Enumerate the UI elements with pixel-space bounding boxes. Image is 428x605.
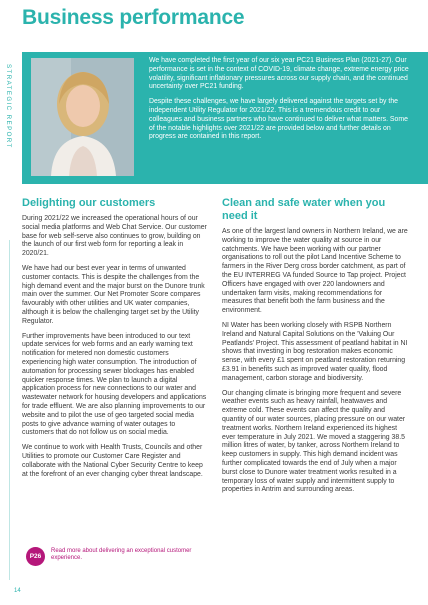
portrait-illustration bbox=[31, 58, 134, 176]
page-reference-badge[interactable]: P26 bbox=[26, 547, 45, 566]
customers-section bbox=[22, 197, 208, 485]
body-paragraph: We have had our best ever year in terms of unwanted customer contacts. This is despite the challenges from the high demand event and the major burst on the Dunore trunk main over the summer. Our Net Promoter Score compares favourably with other utilities and UK water companies, although it is below the challenging target set by the Utility Regulator. bbox=[22, 264, 205, 325]
read-more-callout[interactable] bbox=[22, 546, 208, 568]
side-divider-line bbox=[9, 240, 10, 580]
body-paragraph: Further improvements have been introduced to our text update services for web forms and an early warning text notification for metered non domestic customers experiencing high water consumption. The introduction of automation for processing sewer blockages has enabled quicker response times. We plan to launch a digital application process for new connections to our water and wastewater network for housing developers and applications for trade effluent. We are also planning improvements to our website and to pilot the use of geo targeted social media posts to give advance warning of water outages to customers that do not follow us on social media. bbox=[22, 332, 207, 437]
intro-banner-text bbox=[149, 57, 415, 148]
page-title: Business performance bbox=[22, 6, 245, 29]
page-number: 14 bbox=[14, 588, 21, 594]
clean-water-section bbox=[222, 197, 408, 501]
section-side-label: STRATEGIC REPORT bbox=[5, 64, 12, 149]
body-paragraph: We continue to work with Health Trusts, Councils and other Utilities to promote our Customer Care Register and collaborate with the National Cyber Security Centre to keep at the forefront of an ever changing cyber threat landscape. bbox=[22, 444, 203, 478]
body-paragraph: Our changing climate is bringing more frequent and severe weather events such as heavy rainfall, heatwaves and extreme cold. These events can affect the quality and quantity of our water sources, placing pressure on our water treatment works. Northern Ireland experienced its highest ever temperature in July 2021. We moved a staggering 38.5 million litres of water, by tanker, across Northern Ireland to keep customers in supply. This high demand incident was further complicated towards the end of July when a major burst close to Dunore water treatment works resulted in a temporary loss of water supply and intermittent supply to properties in Antrim and surrounding areas. bbox=[222, 389, 406, 494]
executive-portrait-photo bbox=[31, 58, 134, 176]
clean-water-heading: Clean and safe water when you need it bbox=[222, 197, 386, 222]
body-paragraph: NI Water has been working closely with RSPB Northern Ireland and Natural Capital Solutions on the 'Valuing Our Peatlands' Project. This assessment of peatland habitat in NI shows that investing in bog restoration makes economic sense, with every £1 spent on peatland restoration returning £3.91 in benefits such as improved water quality, flood management, carbon storage and biodiversity. bbox=[222, 321, 408, 382]
intro-paragraph: We have completed the first year of our six year PC21 Business Plan (2021-27). Our performance is set in the context of COVID-19, climate change, extreme energy price volatility, significant inflationary pressures across our supply chain, and the continued uncertainty over PC21 funding. bbox=[149, 57, 409, 91]
body-paragraph: As one of the largest land owners in Northern Ireland, we are working to improve the water quality at source in our catchments. We have been working with our partner organisations to roll out the pilot Land Incentive Scheme to farmers in the River Derg cross border catchment, as part of the EU INTERREG VA funded Source to Tap project. Project Officers have engaged with over 220 landowners and undertaken farm visits, making recommendations for measures that benefit both the farm business and the environment. bbox=[222, 228, 408, 315]
read-more-link[interactable]: Read more about delivering an exceptional customer experience. bbox=[51, 548, 192, 562]
intro-paragraph: Despite these challenges, we have largely delivered against the targets set by the independent Utility Regulator for 2021/22. This is a tremendous credit to our colleagues and business partners who have continued to deliver what matters. Some of the notable highlights over 2021/22 are provided below and further details on progress are contained in this report. bbox=[149, 98, 408, 141]
body-paragraph: During 2021/22 we increased the operational hours of our social media platforms and Web Chat Service. Our customer base for web self-serve also continues to grow, building on the launch of our first web form for reporting a leak in 2020/21. bbox=[22, 215, 207, 258]
customers-heading: Delighting our customers bbox=[22, 197, 156, 209]
